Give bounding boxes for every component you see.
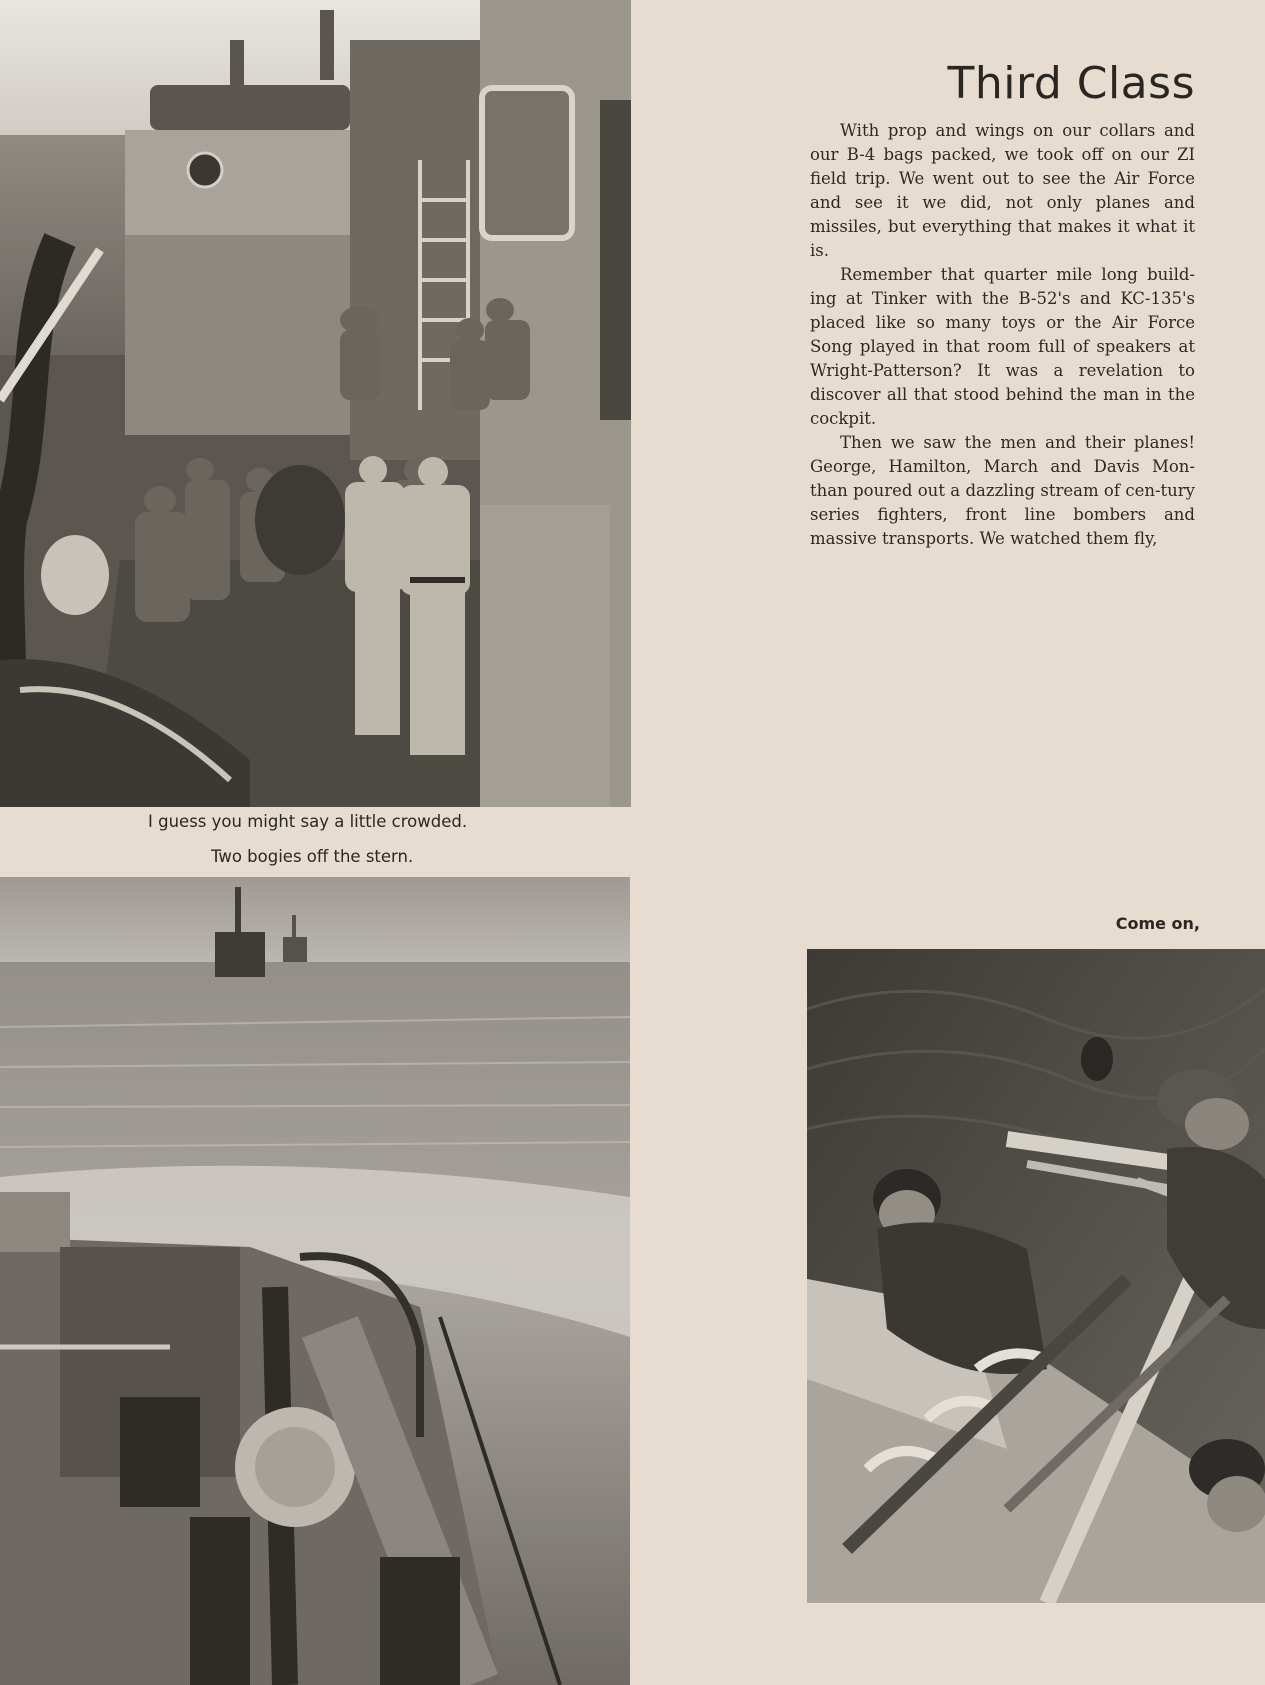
photo-come-on bbox=[807, 949, 1265, 1603]
caption-crowded: I guess you might say a little crowded. bbox=[148, 812, 468, 831]
paragraph: With prop and wings on our collars and our B-4 bags packed, we took off on our ZI field trip. We went out to see the Air Force and see it we did, not only planes and missiles, but everything that makes it what it is. bbox=[810, 121, 1195, 260]
photo-stern-bogies bbox=[0, 877, 630, 1685]
caption-come-on: Come on, bbox=[1115, 914, 1200, 933]
paragraph: Then we saw the men and their planes! George, Hamilton, March and Davis Mon-than poured out a dazzling stream of cen-tury series fighters, front line bombers and massive transports. We watched them fly, bbox=[810, 433, 1195, 548]
caption-bogies: Two bogies off the stern. bbox=[211, 847, 414, 866]
article-body bbox=[810, 119, 1195, 551]
section-title: Third Class bbox=[947, 58, 1195, 109]
photo-crowded-deck bbox=[0, 0, 631, 807]
paragraph: Remember that quarter mile long build-ing at Tinker with the B-52's and KC-135's placed like so many toys or the Air Force Song played in that room full of speakers at Wright-Patterson? It was a revelation to discover all that stood behind the man in the cockpit. bbox=[810, 265, 1195, 428]
